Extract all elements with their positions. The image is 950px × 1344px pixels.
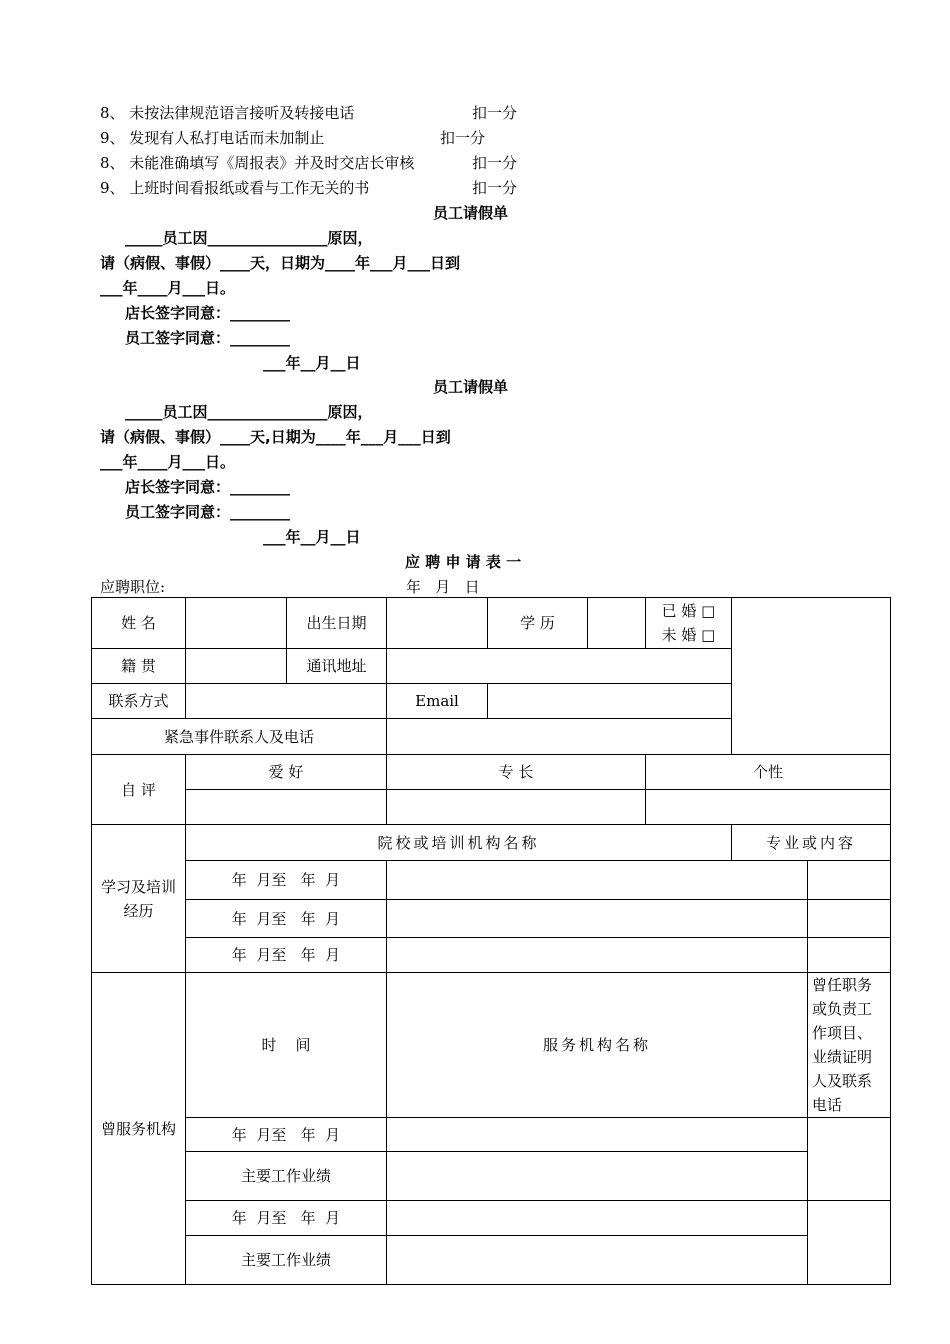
form-title: 应 聘 申 请 表 一 xyxy=(405,553,522,571)
native-field[interactable] xyxy=(186,649,287,684)
emergency-label: 紧急事件联系人及电话 xyxy=(92,719,387,755)
leave-title: 员工请假单 xyxy=(433,378,509,396)
school-field[interactable] xyxy=(387,900,808,938)
achievement-field[interactable] xyxy=(387,1236,808,1285)
major-field[interactable] xyxy=(808,938,891,973)
study-period: 年 月至 年 月 xyxy=(186,900,387,938)
hobby-field[interactable] xyxy=(186,790,387,825)
unmarried-checkbox[interactable]: 未 婚 □ xyxy=(661,626,716,644)
address-label: 通讯地址 xyxy=(287,649,387,684)
major-header: 专业或内容 xyxy=(732,825,891,861)
leave-date: ___年__月__日 xyxy=(263,354,361,372)
school-field[interactable] xyxy=(387,861,808,900)
rule-item xyxy=(100,177,369,198)
employee-signature: 员工签字同意：________ xyxy=(125,329,291,347)
self-eval-label: 自 评 xyxy=(92,755,186,825)
service-period: 年 月至 年 月 xyxy=(186,1118,387,1152)
achievement-field[interactable] xyxy=(387,1152,808,1201)
rule-text: 9、 上班时间看报纸或看与工作无关的书 xyxy=(100,179,370,197)
leave-title: 员工请假单 xyxy=(433,204,509,222)
rule-item xyxy=(100,102,354,123)
rule-penalty: 扣一分 xyxy=(472,104,518,122)
name-field[interactable] xyxy=(186,598,287,649)
specialty-label: 专 长 xyxy=(387,755,646,790)
email-label: Email xyxy=(387,684,488,719)
rule-text: 8、 未按法律规范语言接听及转接电话 xyxy=(100,104,355,122)
leave-end-date-line: ___年____月___日。 xyxy=(100,279,236,297)
leave-date: ___年__月__日 xyxy=(263,528,361,546)
school-header: 院校或培训机构名称 xyxy=(186,825,732,861)
rule-penalty: 扣一分 xyxy=(440,129,486,147)
major-field[interactable] xyxy=(808,861,891,900)
major-field[interactable] xyxy=(808,900,891,938)
native-label: 籍 贯 xyxy=(92,649,186,684)
photo-area xyxy=(732,598,891,755)
service-label: 曾服务机构 xyxy=(92,973,186,1285)
service-period: 年 月至 年 月 xyxy=(186,1201,387,1236)
birth-label: 出生日期 xyxy=(287,598,387,649)
personality-field[interactable] xyxy=(646,790,891,825)
married-checkbox[interactable]: 已 婚 □ xyxy=(661,602,716,620)
rule-text: 9、 发现有人私打电话而未加制止 xyxy=(100,129,325,147)
form-date: 年 月 日 xyxy=(406,578,480,596)
address-field[interactable] xyxy=(387,649,732,684)
personality-label: 个性 xyxy=(646,755,891,790)
birth-field[interactable] xyxy=(387,598,488,649)
org-header: 服务机构名称 xyxy=(387,973,808,1118)
duty-field[interactable] xyxy=(808,1201,891,1285)
position-label: 应聘职位: xyxy=(100,578,166,596)
duty-header: 曾任职务或负责工作项目、业绩证明人及联系电话 xyxy=(808,973,891,1118)
study-period: 年 月至 年 月 xyxy=(186,938,387,973)
leave-reason-line: _____员工因________________原因， xyxy=(125,229,373,247)
education-label: 学 历 xyxy=(488,598,588,649)
email-field[interactable] xyxy=(488,684,732,719)
application-form-table xyxy=(91,597,891,1285)
org-field[interactable] xyxy=(387,1201,808,1236)
rule-text: 8、 未能准确填写《周报表》并及时交店长审核 xyxy=(100,154,415,172)
education-field[interactable] xyxy=(588,598,646,649)
employee-signature: 员工签字同意：________ xyxy=(125,503,291,521)
achievement-label: 主要工作业绩 xyxy=(186,1152,387,1201)
contact-label: 联系方式 xyxy=(92,684,186,719)
manager-signature: 店长签字同意：________ xyxy=(125,478,291,496)
hobby-label: 爱 好 xyxy=(186,755,387,790)
leave-period-line: 请（病假、事假）____天，日期为____年___月___日到 xyxy=(100,254,461,272)
duty-field[interactable] xyxy=(808,1118,891,1201)
leave-reason-line: _____员工因________________原因， xyxy=(125,403,373,421)
contact-field[interactable] xyxy=(186,684,387,719)
name-label: 姓 名 xyxy=(92,598,186,649)
org-field[interactable] xyxy=(387,1118,808,1152)
specialty-field[interactable] xyxy=(387,790,646,825)
marital-status[interactable] xyxy=(646,598,732,649)
leave-end-date-line: ___年____月___日。 xyxy=(100,453,236,471)
study-label: 学习及培训经历 xyxy=(92,825,186,973)
emergency-field[interactable] xyxy=(387,719,732,755)
rule-penalty: 扣一分 xyxy=(472,154,518,172)
rule-penalty: 扣一分 xyxy=(472,179,518,197)
time-header: 时 间 xyxy=(186,973,387,1118)
manager-signature: 店长签字同意：________ xyxy=(125,304,291,322)
study-period: 年 月至 年 月 xyxy=(186,861,387,900)
achievement-label: 主要工作业绩 xyxy=(186,1236,387,1285)
school-field[interactable] xyxy=(387,938,808,973)
rule-item xyxy=(100,152,414,173)
rule-item xyxy=(100,127,324,148)
leave-period-line: 请（病假、事假）____天,日期为____年___月___日到 xyxy=(100,428,451,446)
